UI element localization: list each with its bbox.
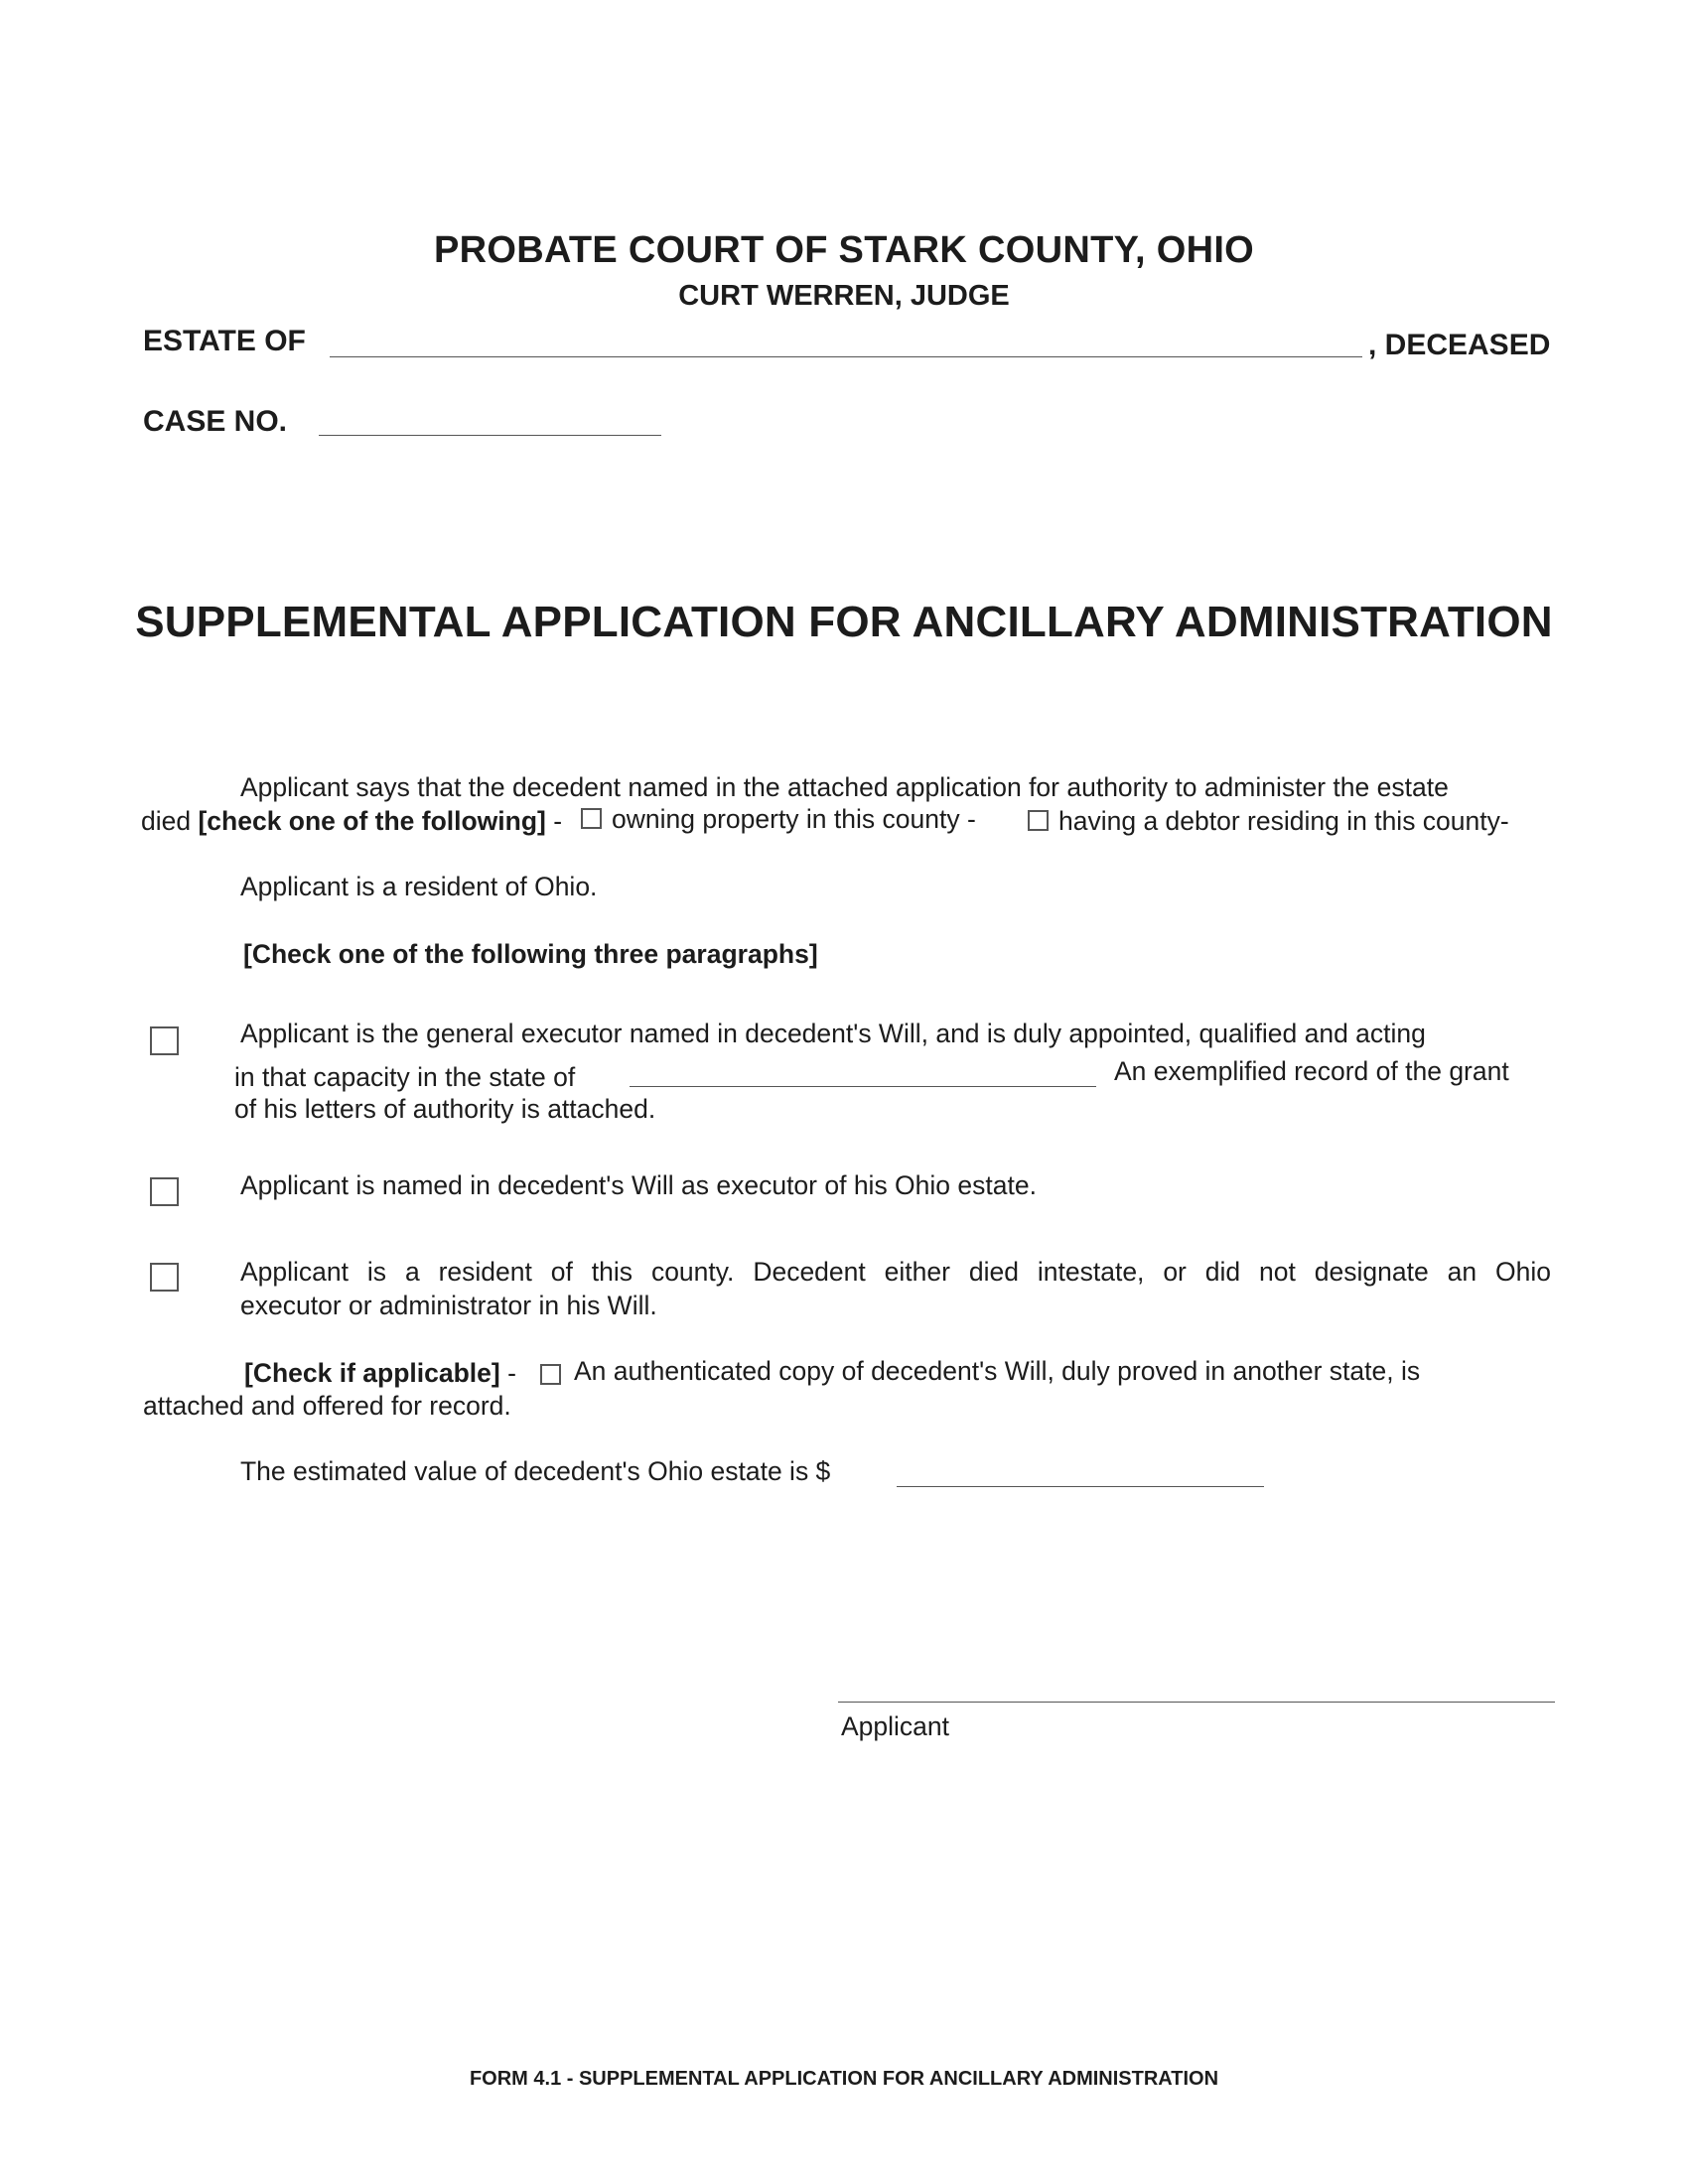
applicant-signature-label: Applicant xyxy=(841,1711,950,1741)
check-if-applicable-label: [Check if applicable] xyxy=(244,1358,500,1388)
intro-line-1: Applicant says that the decedent named in the attached application for authority to administer the estate xyxy=(240,772,1449,802)
case-no-field[interactable] xyxy=(319,435,661,436)
county-resident-checkbox[interactable] xyxy=(150,1263,179,1292)
died-text: died xyxy=(141,806,199,836)
estate-of-field[interactable] xyxy=(330,356,1362,357)
deceased-label: , DECEASED xyxy=(1368,329,1551,361)
applicable-dash: - xyxy=(499,1358,516,1388)
owning-property-checkbox[interactable] xyxy=(581,808,602,829)
intro-line-2 xyxy=(141,806,562,837)
check-three-instruction: [Check one of the following three paragraphs] xyxy=(243,939,818,969)
general-executor-line-1: Applicant is the general executor named in decedent's Will, and is duly appointed, qualified and acting xyxy=(240,1019,1426,1048)
state-field[interactable] xyxy=(630,1086,1096,1087)
court-name: PROBATE COURT OF STARK COUNTY, OHIO xyxy=(433,229,1255,271)
owning-property-label: owning property in this county - xyxy=(612,804,976,834)
check-one-label: [check one of the following] xyxy=(198,806,546,836)
county-resident-line-2: executor or administrator in his Will. xyxy=(240,1291,657,1320)
general-executor-line-3: of his letters of authority is attached. xyxy=(234,1094,656,1124)
estimated-value-field[interactable] xyxy=(897,1486,1264,1487)
case-no-label: CASE NO. xyxy=(143,405,288,438)
form-title: SUPPLEMENTAL APPLICATION FOR ANCILLARY ADMINISTRATION xyxy=(135,598,1553,646)
authenticated-will-checkbox[interactable] xyxy=(540,1364,561,1385)
estate-of-label: ESTATE OF xyxy=(143,325,306,357)
general-executor-line-2: in that capacity in the state of xyxy=(234,1062,576,1092)
dash: - xyxy=(545,806,563,836)
form-footer: FORM 4.1 - SUPPLEMENTAL APPLICATION FOR ANCILLARY ADMINISTRATION xyxy=(469,2068,1219,2090)
authenticated-will-line-2: attached and offered for record. xyxy=(143,1391,511,1421)
applicable-label-row xyxy=(244,1358,516,1389)
general-executor-checkbox[interactable] xyxy=(150,1026,179,1055)
ohio-executor-text: Applicant is named in decedent's Will as executor of his Ohio estate. xyxy=(240,1170,1037,1200)
estimated-value-label: The estimated value of decedent's Ohio estate is $ xyxy=(240,1456,831,1486)
debtor-residing-label: having a debtor residing in this county- xyxy=(1058,806,1509,836)
debtor-residing-checkbox[interactable] xyxy=(1028,810,1049,831)
authenticated-will-text: An authenticated copy of decedent's Will, duly proved in another state, is xyxy=(574,1356,1421,1386)
applicant-signature-line[interactable] xyxy=(838,1702,1555,1703)
judge-name: CURT WERREN, JUDGE xyxy=(678,280,1010,312)
county-resident-line-1: Applicant is a resident of this county. Decedent either died intestate, or did not designate an Ohio xyxy=(240,1257,1551,1287)
ohio-executor-checkbox[interactable] xyxy=(150,1177,179,1206)
resident-statement: Applicant is a resident of Ohio. xyxy=(240,872,598,901)
exemplified-record-text: An exemplified record of the grant xyxy=(1114,1056,1509,1086)
